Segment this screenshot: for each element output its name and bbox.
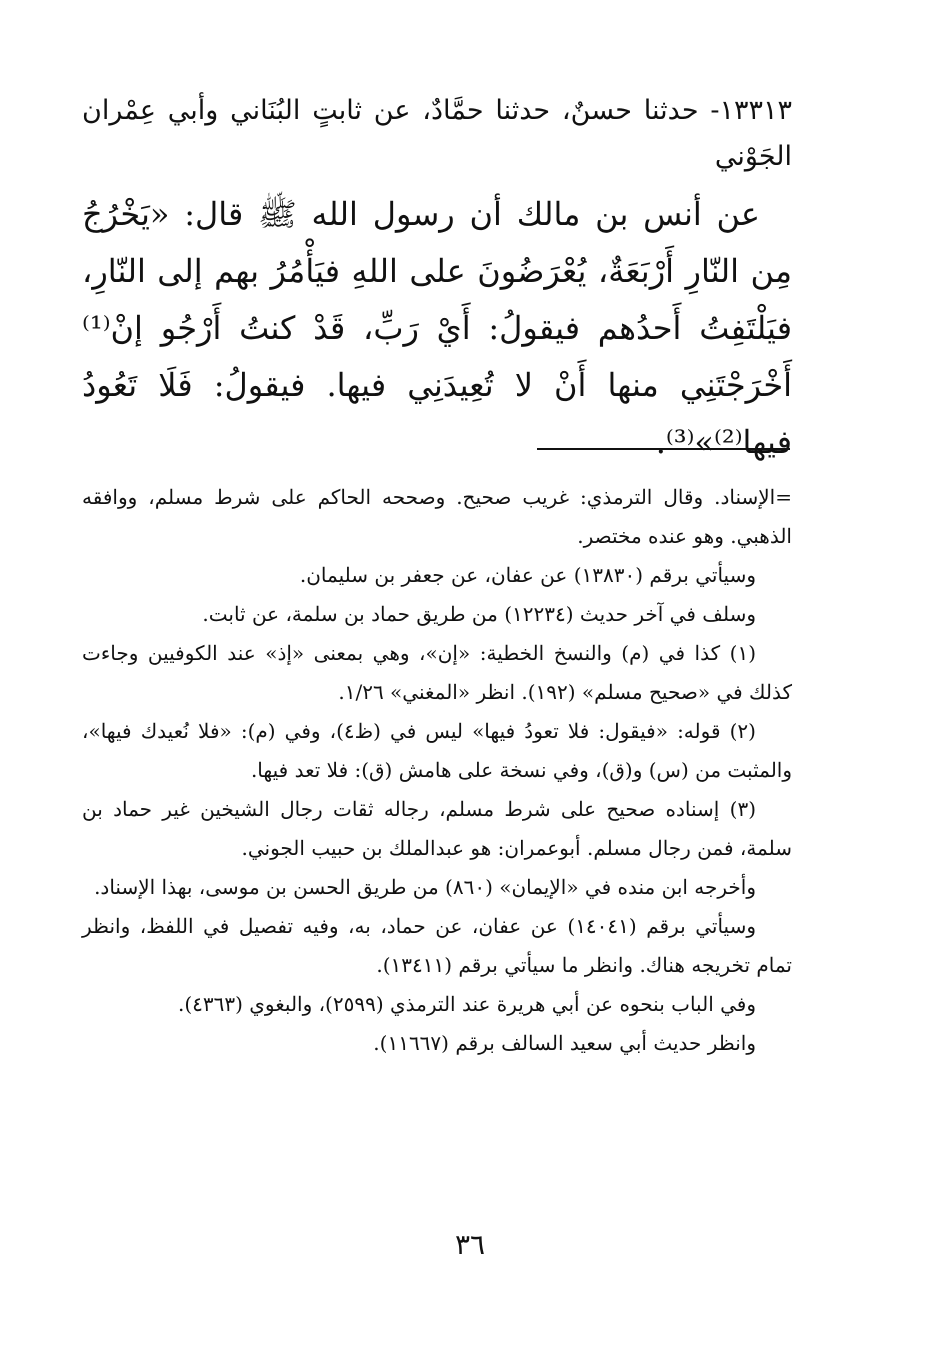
footnote-separator [537, 448, 790, 450]
footnote-line: وانظر حديث أبي سعيد السالف برقم (١١٦٦٧). [373, 1031, 756, 1055]
footnotes [82, 478, 792, 1063]
footnote-1: (١) كذا في (م) والنسخ الخطية: «إن»، وهي بمعنى «إذ» عند الكوفيين وجاءت كذلك في «صحيح مسلم» (١٩٢). انظر «المغني» ١/٢٦. [82, 641, 792, 704]
footnote-2: (٢) قوله: «فيقول: فلا تعودُ فيها» ليس في (ظ٤)، وفي (م): «فلا نُعيدك فيها»، والمثبت من (س) و(ق)، وفي نسخة على هامش (ق): فلا تعد فيها. [82, 719, 792, 782]
hadith-chain-of-narration: ١٣٣١٣- حدثنا حسنٌ، حدثنا حمَّادٌ، عن ثابتٍ البُنَاني وأبي عِمْران الجَوْني [82, 95, 792, 172]
footnote-line: وفي الباب بنحوه عن أبي هريرة عند الترمذي (٢٥٩٩)، والبغوي (٤٣٦٣). [177, 992, 756, 1016]
page-number: ٣٦ [454, 1228, 486, 1261]
footnote-line: وأخرجه ابن منده في «الإيمان» (٨٦٠) من طريق الحسن بن موسى، بهذا الإسناد. [94, 875, 756, 899]
footnote-line: وسلف في آخر حديث (١٢٢٣٤) من طريق حماد بن سلمة، عن ثابت. [202, 602, 756, 626]
footnote-line: وسيأتي برقم (١٤٠٤١) عن عفان، عن حماد، به، وفيه تفصيل في اللفظ، وانظر تمام تخريجه هناك. وانظر ما سيأتي برقم (١٣٤١١). [82, 914, 792, 977]
footnote-line: وسيأتي برقم (١٣٨٣٠) عن عفان، عن جعفر بن سليمان. [299, 563, 756, 587]
main-text-block [82, 88, 792, 471]
hadith-text: عن أنس بن مالك أن رسول الله ﷺ قال: «يَخْرُجُ مِن النّارِ أَرْبَعَةٌ، يُعْرَضُونَ على اللهِ فيَأْمُرُ بهم إلى النّارِ، فيَلْتَفِتُ أَحدُهم فيقولُ: أَيْ رَبِّ، قَدْ كنتُ أَرْجُو إنْ⁽¹⁾ أَخْرَجْتَنِي منها أَنْ لا تُعِيدَنِي فيها. فيقولُ: فَلَا تَعُودُ فيها⁽²⁾»⁽³⁾. [82, 195, 793, 461]
footnote-3: (٣) إسناده صحيح على شرط مسلم، رجاله ثقات رجال الشيخين غير حماد بن سلمة، فمن رجال مسلم. أبوعمران: هو عبدالملك بن حبيب الجوني. [82, 797, 792, 860]
footnote-continuation: =الإسناد. وقال الترمذي: غريب صحيح. وصححه الحاكم على شرط مسلم، ووافقه الذهبي. وهو عنده مختصر. [82, 485, 792, 548]
